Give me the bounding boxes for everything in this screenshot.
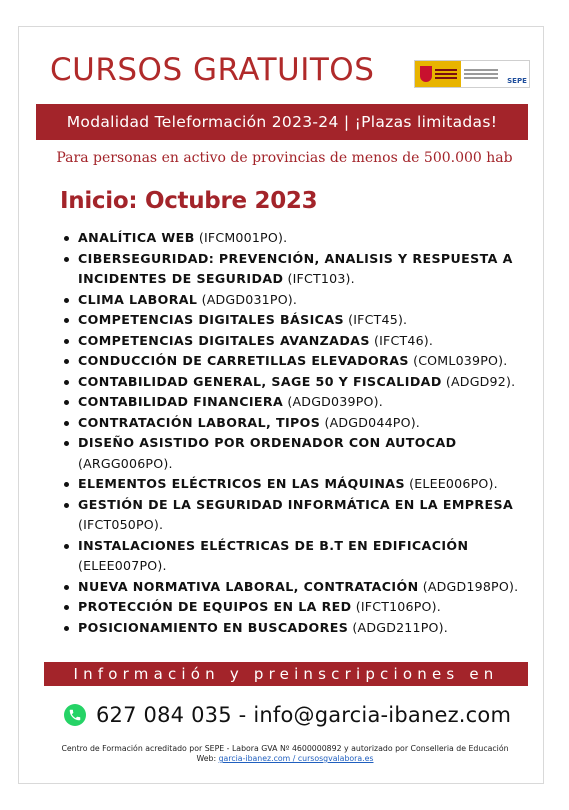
course-item (78, 372, 528, 393)
course-item (78, 331, 528, 352)
phone-glyph-icon (68, 708, 82, 722)
course-code: (ADGD92). (441, 373, 516, 389)
bullet-icon (64, 544, 69, 549)
whatsapp-icon (64, 704, 86, 726)
course-code: (IFCT050PO). (78, 517, 164, 532)
bullet-icon (64, 441, 69, 446)
course-name: PROTECCIÓN DE EQUIPOS EN LA RED (78, 599, 352, 614)
sepe-logo (414, 60, 530, 88)
bullet-icon (64, 359, 69, 364)
bullet-icon (64, 585, 69, 590)
course-name: CONDUCCIÓN DE CARRETILLAS ELEVADORAS (78, 353, 409, 368)
course-item (78, 536, 528, 577)
course-name: POSICIONAMIENTO EN BUSCADORES (78, 619, 349, 635)
footer-web-links[interactable]: garcia-ibanez.com / cursosgvalabora.es (218, 754, 374, 763)
bullet-icon (64, 482, 69, 487)
course-name: COMPETENCIAS DIGITALES BÁSICAS (78, 312, 344, 327)
course-name: CONTRATACIÓN LABORAL, TIPOS (78, 414, 321, 430)
bullet-icon (64, 236, 69, 241)
bullet-icon (64, 421, 69, 426)
course-item (78, 597, 528, 618)
contact-text: 627 084 035 - info@garcia-ibanez.com (96, 703, 512, 727)
course-code: (COML039PO). (408, 353, 508, 368)
ministry-text-graphic (461, 61, 505, 87)
course-code: (ELEE007PO). (78, 558, 167, 573)
course-item (78, 392, 528, 413)
course-item (78, 290, 528, 311)
bullet-icon (64, 503, 69, 508)
course-name: CLIMA LABORAL (78, 291, 198, 307)
course-name: CIBERSEGURIDAD: PREVENCIÓN, ANALISIS Y RESPUESTA A INCIDENTES DE SEGURIDAD (78, 250, 513, 286)
bullet-icon (64, 257, 69, 262)
course-code: (ADGD031PO). (197, 291, 298, 307)
course-name: CONTABILIDAD FINANCIERA (78, 394, 284, 409)
course-name: COMPETENCIAS DIGITALES AVANZADAS (78, 332, 370, 348)
course-item (78, 474, 528, 495)
course-item (78, 577, 528, 598)
course-name: CONTABILIDAD GENERAL, SAGE 50 Y FISCALIDAD (78, 373, 442, 389)
course-name: ANALÍTICA WEB (78, 230, 195, 245)
course-name: INSTALACIONES ELÉCTRICAS DE B.T EN EDIFICACIÓN (78, 537, 469, 553)
course-name: NUEVA NORMATIVA LABORAL, CONTRATACIÓN (78, 578, 419, 594)
government-emblem-icon (415, 61, 461, 87)
course-code: (ADGD198PO). (418, 578, 519, 594)
banner-text: Modalidad Teleformación 2023-24 | ¡Plazas limitadas! (66, 113, 498, 131)
course-code: (IFCT103). (283, 271, 355, 286)
bullet-icon (64, 626, 69, 631)
course-code: (IFCT46). (369, 332, 434, 348)
course-code: (ELEE006PO). (404, 476, 498, 491)
course-code: (ADGD211PO). (348, 619, 448, 635)
footer-web-label: Web: (196, 754, 219, 763)
page-title: CURSOS GRATUITOS (50, 52, 375, 88)
course-name: ELEMENTOS ELÉCTRICOS EN LAS MÁQUINAS (78, 476, 405, 491)
course-item (78, 310, 528, 331)
course-name: DISEÑO ASISTIDO POR ORDENADOR CON AUTOCAD (78, 435, 457, 450)
course-code: (IFCM001PO). (194, 230, 288, 245)
start-heading: Inicio: Octubre 2023 (60, 188, 318, 214)
course-item (78, 351, 528, 372)
subtitle: Para personas en activo de provincias de menos de 500.000 hab (56, 150, 513, 166)
course-item (78, 495, 528, 536)
course-list (78, 228, 528, 638)
contact-line (64, 700, 511, 730)
course-item (78, 618, 528, 639)
course-code: (ADGD044PO). (320, 414, 421, 430)
course-code: (IFCT45). (343, 312, 408, 327)
bullet-icon (64, 339, 69, 344)
course-code: (ADGD039PO). (283, 394, 383, 409)
bullet-icon (64, 400, 69, 405)
course-item (78, 413, 528, 434)
footer-accreditation: Centro de Formación acreditado por SEPE - Labora GVA Nº 4600000892 y autorizado por Conselleria de Educación (61, 744, 509, 753)
course-code: (IFCT106PO). (351, 599, 441, 614)
sepe-logo-text: SEPE (507, 77, 527, 85)
bullet-icon (64, 605, 69, 610)
course-item (78, 433, 528, 474)
course-code: (ARGG006PO). (78, 455, 173, 471)
info-bar-text: Información y preinscripciones en (73, 665, 499, 683)
course-item (78, 228, 528, 249)
info-bar (44, 662, 528, 686)
course-item (78, 249, 528, 290)
course-name: GESTIÓN DE LA SEGURIDAD INFORMÁTICA EN LA EMPRESA (78, 496, 514, 512)
bullet-icon (64, 298, 69, 303)
modality-banner (36, 104, 528, 140)
bullet-icon (64, 380, 69, 385)
footer-web-line (40, 754, 530, 764)
footer (40, 744, 530, 764)
bullet-icon (64, 318, 69, 323)
